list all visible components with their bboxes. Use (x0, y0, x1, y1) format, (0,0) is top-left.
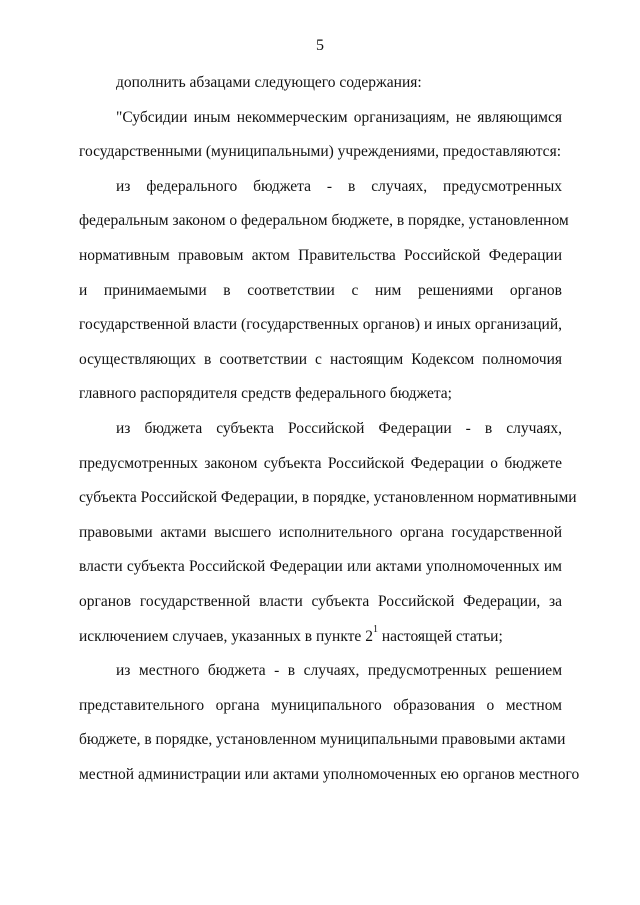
text-line: органов государственной власти субъекта Российской Федерации, за (79, 592, 562, 610)
paragraph (79, 101, 562, 170)
text-segment: исключением случаев, указанных в пункте 2 (79, 627, 373, 645)
text-line: местной администрации или актами уполномоченных ею органов местного (79, 765, 580, 783)
text-line: из бюджета субъекта Российской Федерации - в случаях, (116, 419, 562, 437)
text-line: власти субъекта Российской Федерации или актами уполномоченных им (79, 558, 562, 576)
text-line: из федерального бюджета - в случаях, предусмотренных (116, 177, 562, 195)
text-line: и принимаемыми в соответствии с ним решениями органов (79, 281, 562, 299)
text-line: дополнить абзацами следующего содержания: (116, 74, 422, 91)
text-line: нормативным правовым актом Правительства Российской Федерации (79, 246, 562, 264)
paragraph (79, 66, 562, 101)
text-line: осуществляющих в соответствии с настоящим Кодексом полномочия (79, 350, 562, 368)
text-segment: настоящей статьи; (377, 627, 503, 645)
text-line: из местного бюджета - в случаях, предусмотренных решением (116, 662, 562, 680)
text-line: бюджете, в порядке, установленном муниципальными правовыми актами (79, 731, 566, 749)
paragraph (79, 412, 577, 654)
paragraph (79, 654, 580, 792)
text-line: представительного органа муниципального образования о местном (79, 696, 562, 714)
text-line: государственными (муниципальными) учреждениями, предоставляются: (79, 143, 561, 161)
text-line (79, 620, 562, 655)
text-line: предусмотренных законом субъекта Российской Федерации о бюджете (79, 454, 562, 472)
text-line: "Субсидии иным некоммерческим организациям, не являющимся (116, 108, 562, 126)
text-line: федеральным законом о федеральном бюджете, в порядке, установленном (79, 212, 569, 230)
paragraph (79, 170, 569, 412)
page-number: 5 (316, 37, 324, 54)
superscript: 1 (372, 624, 378, 636)
text-line: главного распорядителя средств федерального бюджета; (79, 385, 452, 403)
text-line: государственной власти (государственных органов) и иных организаций, (79, 316, 562, 334)
text-line: субъекта Российской Федерации, в порядке, установленном нормативными (79, 489, 577, 507)
text-line: правовыми актами высшего исполнительного органа государственной (79, 523, 562, 541)
document-body (79, 66, 580, 792)
